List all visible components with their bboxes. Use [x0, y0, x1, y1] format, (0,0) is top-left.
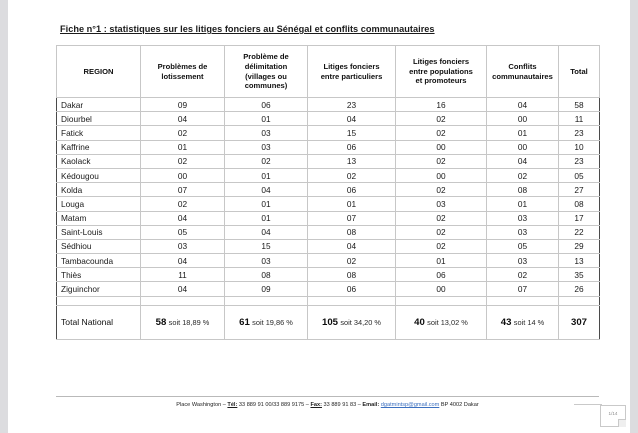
spacer-cell: [487, 296, 559, 305]
table-row: [57, 168, 600, 182]
table-row: [57, 112, 600, 126]
cell-region: Saint-Louis: [57, 225, 141, 239]
cell-total: 29: [559, 239, 600, 253]
cell-delimitation: 01: [225, 197, 308, 211]
table-row: [57, 197, 600, 211]
cell-total-particuliers: [308, 305, 396, 339]
total-value: 105: [321, 316, 338, 328]
column-header-lotissement: Problèmes de lotissement: [141, 46, 225, 98]
cell-particuliers: 23: [308, 98, 396, 112]
cell-particuliers: 01: [308, 197, 396, 211]
cell-particuliers: 04: [308, 112, 396, 126]
column-header-region: REGION: [57, 46, 141, 98]
footer-fax-label: Fax:: [310, 402, 322, 408]
cell-total: 11: [559, 112, 600, 126]
cell-promoteurs: 00: [396, 140, 487, 154]
column-header-total: Total: [559, 46, 600, 98]
total-percent: soit 14 %: [513, 317, 545, 327]
cell-communautaires: 03: [487, 254, 559, 268]
spacer-cell: [57, 296, 141, 305]
cell-delimitation: 15: [225, 239, 308, 253]
cell-delimitation: 01: [225, 112, 308, 126]
cell-promoteurs: 06: [396, 268, 487, 282]
cell-total-label: Total National: [57, 305, 141, 339]
cell-lotissement: 11: [141, 268, 225, 282]
spacer-cell: [559, 296, 600, 305]
footer-tel-value: 33 889 91 00/33 889 9175 –: [237, 402, 311, 408]
table-row: [57, 126, 600, 140]
cell-total: 27: [559, 183, 600, 197]
cell-particuliers: 07: [308, 211, 396, 225]
cell-total: 58: [559, 98, 600, 112]
footer-tel-label: Tél:: [227, 402, 238, 408]
cell-total-lotissement: [141, 305, 225, 339]
column-header-promoteurs: Litiges fonciers entre populations et promoteurs: [396, 46, 487, 98]
footer-email-label: Email:: [362, 402, 380, 408]
cell-delimitation: 08: [225, 268, 308, 282]
cell-particuliers: 04: [308, 239, 396, 253]
total-value: 58: [155, 316, 167, 328]
cell-particuliers: 02: [308, 254, 396, 268]
cell-delimitation: 03: [225, 254, 308, 268]
cell-communautaires: 00: [487, 112, 559, 126]
cell-particuliers: 08: [308, 225, 396, 239]
cell-region: Kédougou: [57, 168, 141, 182]
cell-particuliers: 06: [308, 183, 396, 197]
cell-total-promoteurs: [396, 305, 487, 339]
cell-lotissement: 01: [141, 140, 225, 154]
spacer-cell: [225, 296, 308, 305]
cell-region: Thiès: [57, 268, 141, 282]
cell-communautaires: 05: [487, 239, 559, 253]
cell-communautaires: 03: [487, 225, 559, 239]
total-value: 61: [239, 316, 250, 328]
page-badge-label: 1/14: [608, 411, 618, 416]
cell-total: 23: [559, 126, 600, 140]
cell-region: Dakar: [57, 98, 141, 112]
cell-particuliers: 06: [308, 140, 396, 154]
table-row: [57, 225, 600, 239]
spacer-cell: [308, 296, 396, 305]
page-title: Fiche n°1 : statistiques sur les litiges fonciers au Sénégal et conflits communautaires: [60, 24, 435, 34]
spacer-cell: [141, 296, 225, 305]
cell-total-delimitation: [225, 305, 308, 339]
page-number-badge: [600, 405, 626, 427]
cell-delimitation: 02: [225, 154, 308, 168]
cell-communautaires: 01: [487, 197, 559, 211]
table-row: [57, 98, 600, 112]
cell-lotissement: 04: [141, 254, 225, 268]
cell-promoteurs: 01: [396, 254, 487, 268]
cell-delimitation: 01: [225, 168, 308, 182]
statistics-table: [56, 45, 600, 340]
total-value: 43: [500, 316, 512, 328]
footer-fax-value: 33 889 91 83 –: [321, 402, 363, 408]
footer-email-link[interactable]: dgatmintsp@gmail.com: [380, 402, 440, 408]
table-row: [57, 254, 600, 268]
cell-total-communautaires: [487, 305, 559, 339]
page-edge-left: [0, 0, 8, 433]
cell-communautaires: 01: [487, 126, 559, 140]
cell-communautaires: 04: [487, 98, 559, 112]
cell-lotissement: 05: [141, 225, 225, 239]
cell-promoteurs: 02: [396, 211, 487, 225]
cell-promoteurs: 00: [396, 282, 487, 296]
table-header-row: [57, 46, 600, 98]
cell-lotissement: 00: [141, 168, 225, 182]
cell-promoteurs: 00: [396, 168, 487, 182]
cell-particuliers: 13: [308, 154, 396, 168]
page-sheet: [8, 0, 630, 433]
cell-region: Matam: [57, 211, 141, 225]
cell-particuliers: 08: [308, 268, 396, 282]
cell-delimitation: 04: [225, 225, 308, 239]
table-row: [57, 183, 600, 197]
table-row: [57, 211, 600, 225]
cell-communautaires: 00: [487, 140, 559, 154]
page-edge-right: [630, 0, 638, 433]
cell-region: Fatick: [57, 126, 141, 140]
column-header-communautaires: Conflits communautaires: [487, 46, 559, 98]
table-spacer-row: [57, 296, 600, 305]
cell-communautaires: 02: [487, 268, 559, 282]
column-header-particuliers: Litiges fonciers entre particuliers: [308, 46, 396, 98]
table-row: [57, 154, 600, 168]
cell-delimitation: 06: [225, 98, 308, 112]
total-percent: soit 19,86 %: [252, 317, 293, 327]
cell-region: Sédhiou: [57, 239, 141, 253]
table-total-row: [57, 305, 600, 339]
cell-promoteurs: 02: [396, 239, 487, 253]
cell-particuliers: 06: [308, 282, 396, 296]
table-row: [57, 239, 600, 253]
footer-divider: [56, 396, 599, 397]
cell-delimitation: 01: [225, 211, 308, 225]
cell-total: 17: [559, 211, 600, 225]
cell-communautaires: 04: [487, 154, 559, 168]
cell-grand-total: 307: [559, 305, 600, 339]
cell-total: 22: [559, 225, 600, 239]
cell-delimitation: 03: [225, 140, 308, 154]
cell-lotissement: 02: [141, 154, 225, 168]
page-fold-icon: [618, 419, 626, 427]
total-value: 40: [414, 316, 425, 328]
cell-particuliers: 02: [308, 168, 396, 182]
cell-total: 05: [559, 168, 600, 182]
footer-address-suffix: BP 4002 Dakar: [439, 402, 479, 408]
cell-total: 26: [559, 282, 600, 296]
table-row: [57, 282, 600, 296]
cell-promoteurs: 03: [396, 197, 487, 211]
cell-total: 10: [559, 140, 600, 154]
cell-lotissement: 09: [141, 98, 225, 112]
cell-region: Tambacounda: [57, 254, 141, 268]
cell-delimitation: 09: [225, 282, 308, 296]
cell-region: Kaolack: [57, 154, 141, 168]
cell-lotissement: 02: [141, 126, 225, 140]
cell-total: 23: [559, 154, 600, 168]
cell-lotissement: 03: [141, 239, 225, 253]
cell-total: 13: [559, 254, 600, 268]
cell-communautaires: 03: [487, 211, 559, 225]
cell-region: Ziguinchor: [57, 282, 141, 296]
cell-delimitation: 04: [225, 183, 308, 197]
cell-communautaires: 02: [487, 168, 559, 182]
cell-promoteurs: 02: [396, 183, 487, 197]
table-row: [57, 140, 600, 154]
cell-communautaires: 07: [487, 282, 559, 296]
cell-region: Diourbel: [57, 112, 141, 126]
cell-lotissement: 04: [141, 112, 225, 126]
cell-delimitation: 03: [225, 126, 308, 140]
cell-total: 08: [559, 197, 600, 211]
total-percent: soit 34,20 %: [340, 317, 381, 327]
total-percent: soit 18,89 %: [168, 317, 210, 327]
cell-promoteurs: 02: [396, 112, 487, 126]
footer-address-prefix: Place Washington –: [176, 402, 228, 408]
cell-lotissement: 04: [141, 211, 225, 225]
cell-communautaires: 08: [487, 183, 559, 197]
cell-promoteurs: 02: [396, 126, 487, 140]
cell-region: Kolda: [57, 183, 141, 197]
cell-total: 35: [559, 268, 600, 282]
footer-contact: [56, 402, 599, 409]
cell-region: Kaffrine: [57, 140, 141, 154]
cell-promoteurs: 02: [396, 154, 487, 168]
page-badge-rule: [574, 404, 602, 405]
cell-lotissement: 07: [141, 183, 225, 197]
cell-lotissement: 02: [141, 197, 225, 211]
cell-particuliers: 15: [308, 126, 396, 140]
column-header-delimitation: Problème de délimitation (villages ou communes): [225, 46, 308, 98]
cell-region: Louga: [57, 197, 141, 211]
cell-promoteurs: 02: [396, 225, 487, 239]
table-row: [57, 268, 600, 282]
total-percent: soit 13,02 %: [427, 317, 468, 327]
cell-lotissement: 04: [141, 282, 225, 296]
cell-promoteurs: 16: [396, 98, 487, 112]
spacer-cell: [396, 296, 487, 305]
